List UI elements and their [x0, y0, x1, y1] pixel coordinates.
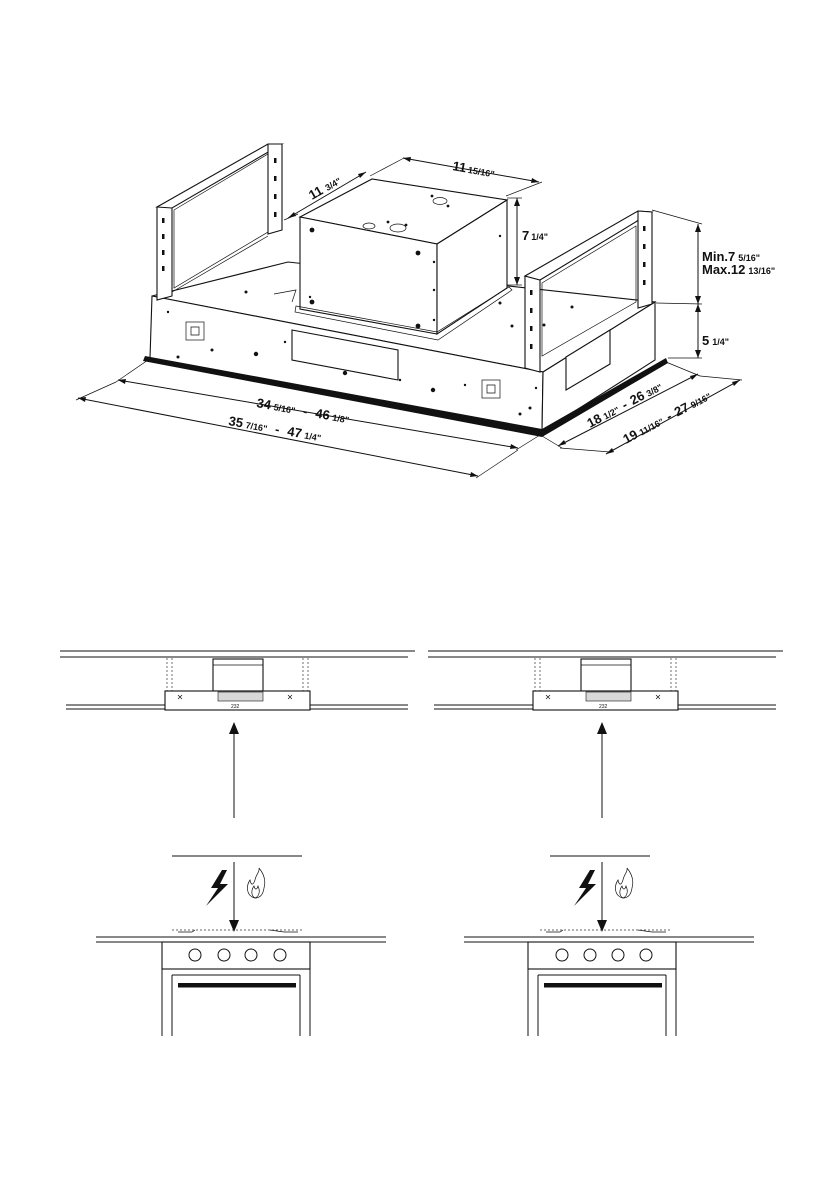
plate-label: 232	[599, 704, 608, 710]
cooktop-controls	[528, 942, 676, 969]
hood-isometric-figure	[76, 144, 775, 478]
depth-outer-label: 1911/16"-279/16"	[620, 391, 713, 447]
electric-hazard-icon	[206, 870, 228, 906]
width-outer-label: 357/16" - 471/4"	[227, 413, 322, 444]
gas-flame-icon	[247, 868, 264, 898]
width-inner-label: 345/16" - 461/8"	[255, 395, 350, 426]
installation-panel-left	[60, 651, 415, 1036]
electric-hazard-icon	[574, 870, 596, 906]
plate-label: 232	[231, 704, 240, 710]
depth-inner-label: 181/2"-263/8"	[584, 382, 665, 431]
frame-min-label: Min.7 5/16"	[702, 249, 761, 264]
light-panel	[218, 692, 263, 701]
gas-flame-icon	[615, 868, 632, 898]
body-height-label: 5 1/4"	[702, 333, 730, 348]
oven-handle	[178, 983, 296, 988]
duct-box	[213, 659, 263, 691]
cooktop-controls	[162, 942, 310, 969]
installation-panel-right	[428, 651, 783, 1036]
duct-box	[581, 659, 631, 691]
oven-handle	[544, 983, 662, 988]
light-panel	[586, 692, 631, 701]
duct-depth-label: 113/4"	[306, 175, 343, 203]
duct-width-label: 1115/16"	[451, 158, 496, 180]
frame-max-label: Max.12 13/16"	[702, 262, 776, 277]
duct-height-label: 7 1/4"	[522, 228, 549, 243]
